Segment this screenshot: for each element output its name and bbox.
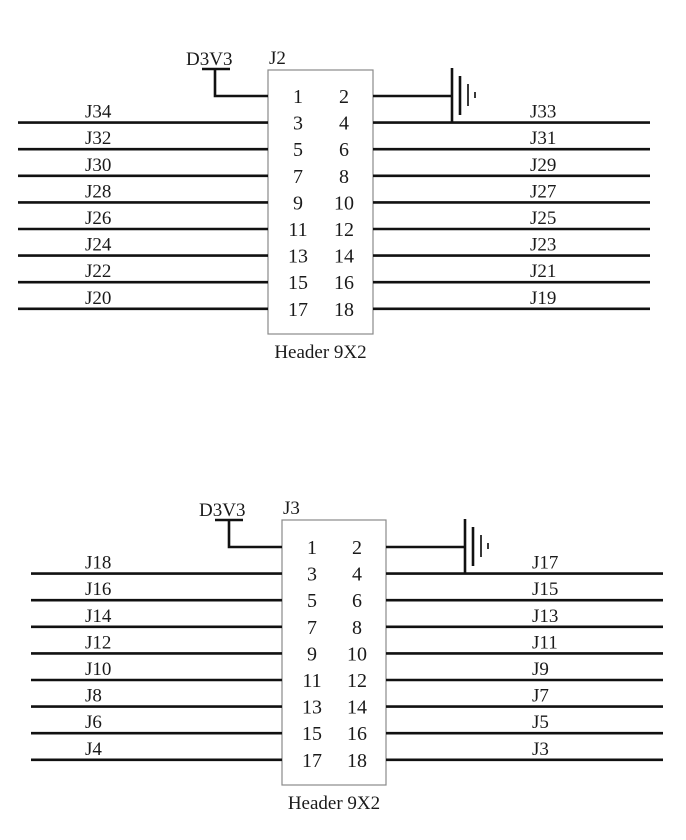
net-j22[interactable] [18, 261, 268, 282]
power-symbol [199, 500, 282, 547]
net-label: J17 [532, 552, 559, 574]
pin-number-3: 3 [307, 563, 317, 586]
connector-body[interactable] [268, 70, 373, 334]
pin-number-17: 17 [302, 749, 322, 772]
net-j14[interactable] [31, 606, 282, 627]
net-label: J22 [85, 261, 112, 283]
pin-number-4: 4 [352, 563, 362, 586]
pin-number-6: 6 [339, 139, 349, 162]
pin-number-17: 17 [288, 298, 308, 321]
net-j7[interactable] [386, 686, 663, 707]
net-j13[interactable] [386, 606, 663, 627]
net-j32[interactable] [18, 128, 268, 149]
pin-number-8: 8 [352, 616, 362, 639]
power-symbol [186, 49, 268, 96]
ref-designator: J2 [269, 48, 286, 69]
ground-icon [373, 68, 475, 123]
net-j4[interactable] [31, 739, 282, 760]
net-j30[interactable] [18, 155, 268, 176]
net-label: J16 [85, 579, 112, 601]
net-j5[interactable] [386, 712, 663, 733]
net-label: J27 [530, 181, 557, 203]
net-j16[interactable] [31, 579, 282, 600]
pin-number-7: 7 [307, 616, 317, 639]
pin-number-18: 18 [347, 749, 367, 772]
net-j6[interactable] [31, 712, 282, 733]
net-j8[interactable] [31, 686, 282, 707]
net-label: J12 [85, 632, 112, 654]
net-label: J25 [530, 208, 557, 229]
net-label: J34 [85, 101, 112, 123]
net-label: J28 [85, 181, 112, 203]
net-j26[interactable] [18, 208, 268, 229]
pin-number-5: 5 [307, 590, 317, 613]
pin-number-12: 12 [334, 219, 354, 241]
net-label: J26 [85, 208, 112, 229]
net-j29[interactable] [373, 155, 650, 176]
net-label: J7 [532, 685, 549, 707]
part-label: Header 9X2 [274, 342, 367, 363]
pin-number-15: 15 [302, 723, 322, 746]
pin-number-15: 15 [288, 272, 308, 295]
net-label: J10 [85, 659, 112, 680]
pin-number-7: 7 [293, 165, 303, 188]
part-label: Header 9X2 [287, 793, 381, 814]
net-j9[interactable] [386, 659, 663, 680]
net-label: J23 [530, 234, 557, 256]
ref-designator: J3 [283, 498, 300, 519]
net-j3[interactable] [386, 739, 663, 760]
net-label: J3 [532, 738, 549, 760]
net-j25[interactable] [373, 208, 650, 229]
wire-pin-1 [215, 69, 268, 96]
net-label: J29 [530, 154, 557, 176]
power-net-label: D3V3 [186, 49, 233, 70]
net-j23[interactable] [373, 235, 650, 256]
net-j11[interactable] [386, 632, 663, 653]
net-label: J14 [85, 605, 112, 627]
pin-number-11: 11 [288, 219, 308, 241]
pin-number-1: 1 [293, 86, 303, 108]
net-label: J33 [530, 101, 557, 123]
net-label: J13 [532, 605, 559, 627]
pin-number-16: 16 [347, 723, 367, 746]
net-label: J9 [532, 659, 549, 680]
net-j17[interactable] [386, 553, 663, 574]
connector-body[interactable] [282, 520, 386, 785]
pin-number-10: 10 [334, 192, 354, 215]
pin-number-9: 9 [293, 192, 303, 215]
net-label: J11 [532, 632, 558, 654]
pin-number-5: 5 [293, 139, 303, 162]
net-j28[interactable] [18, 181, 268, 202]
net-label: J20 [85, 287, 112, 309]
pin-number-14: 14 [347, 696, 367, 719]
net-j21[interactable] [373, 261, 650, 282]
net-j10[interactable] [31, 659, 282, 680]
ground-icon [386, 519, 488, 574]
net-j34[interactable] [18, 102, 268, 123]
net-label: J19 [530, 287, 557, 309]
power-net-label: D3V3 [199, 500, 246, 521]
pin-number-18: 18 [334, 298, 354, 321]
net-label: J5 [532, 712, 549, 734]
pin-number-2: 2 [339, 86, 349, 108]
net-j19[interactable] [373, 288, 650, 309]
pin-number-10: 10 [347, 643, 367, 666]
net-label: J31 [530, 128, 557, 150]
net-j24[interactable] [18, 235, 268, 256]
net-label: J21 [530, 261, 557, 283]
net-j20[interactable] [18, 288, 268, 309]
pin-number-3: 3 [293, 112, 303, 135]
pin-number-6: 6 [352, 590, 362, 613]
pin-number-9: 9 [307, 643, 317, 666]
net-label: J6 [85, 712, 102, 734]
net-j27[interactable] [373, 181, 650, 202]
pin-number-13: 13 [302, 696, 322, 719]
net-j15[interactable] [386, 579, 663, 600]
pin-number-2: 2 [352, 537, 362, 559]
pin-number-11: 11 [302, 670, 322, 692]
net-label: J30 [85, 154, 112, 176]
net-label: J32 [85, 128, 112, 150]
net-j12[interactable] [31, 632, 282, 653]
pin-number-16: 16 [334, 272, 354, 295]
pin-number-8: 8 [339, 165, 349, 188]
net-j33[interactable] [373, 102, 650, 123]
net-label: J8 [85, 685, 102, 707]
net-j18[interactable] [31, 553, 282, 574]
pin-number-4: 4 [339, 112, 349, 135]
header-j3 [31, 498, 663, 814]
header-j2 [18, 48, 650, 363]
pin-number-12: 12 [347, 670, 367, 692]
net-label: J24 [85, 234, 112, 256]
pin-number-13: 13 [288, 245, 308, 268]
net-label: J4 [85, 738, 102, 760]
pin-number-14: 14 [334, 245, 354, 268]
net-label: J15 [532, 579, 559, 601]
net-label: J18 [85, 552, 112, 574]
pin-number-1: 1 [307, 537, 317, 559]
net-j31[interactable] [373, 128, 650, 149]
wire-pin-1 [229, 520, 282, 547]
